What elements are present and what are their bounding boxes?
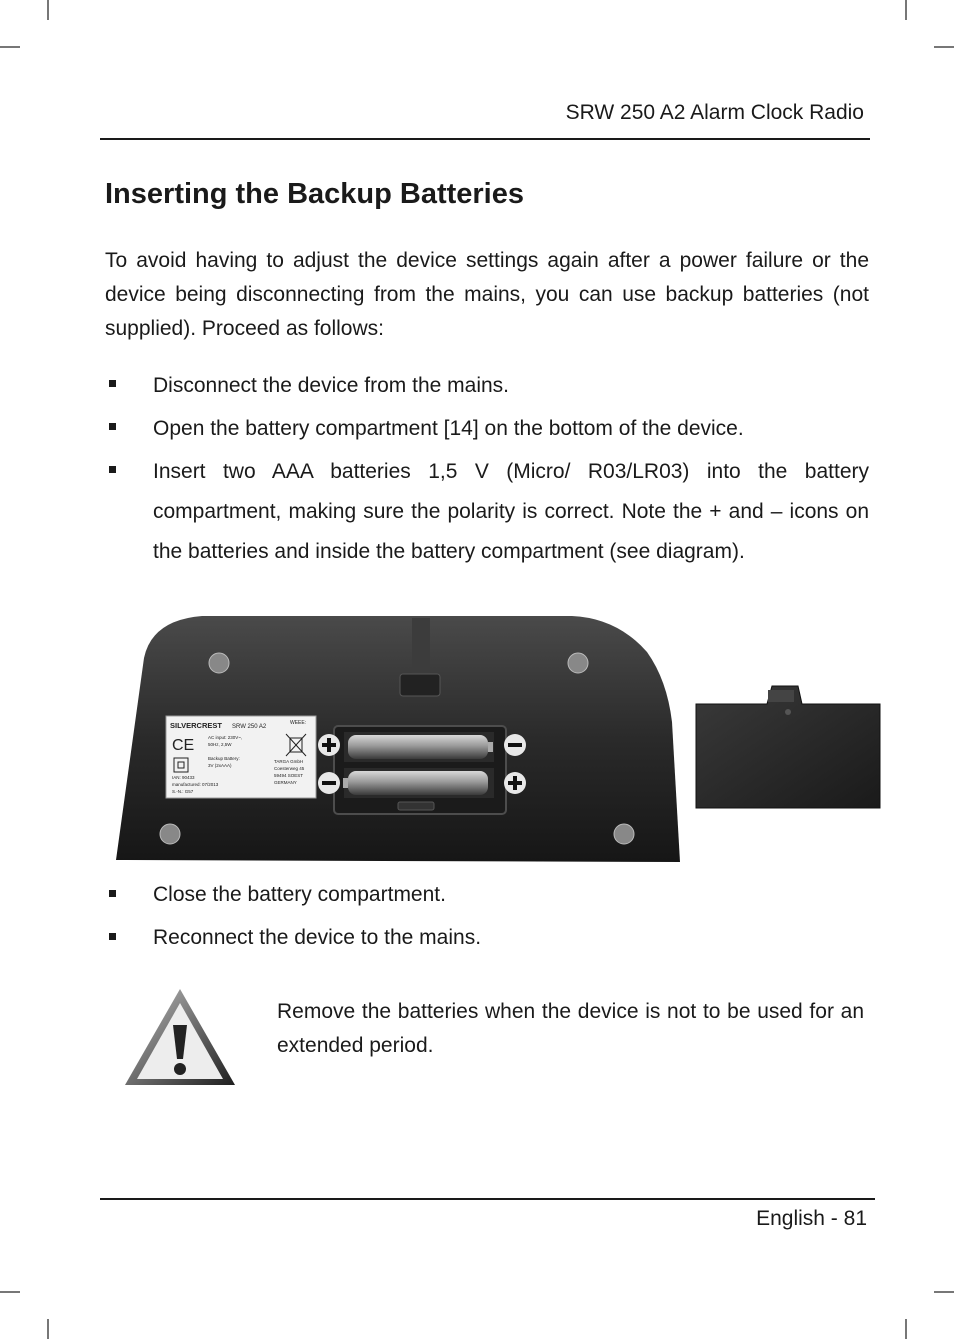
label-model: SRW 250 A2	[232, 724, 267, 730]
plus-icon	[504, 772, 526, 794]
label-weee: WEEE:	[290, 720, 307, 726]
crop-mark	[934, 1291, 954, 1293]
plus-icon	[318, 734, 340, 756]
label-sn: S.-N.: G57	[172, 789, 194, 794]
battery-compartment-diagram	[112, 612, 884, 868]
label-company-2: Coesterweg 45	[274, 766, 305, 771]
bullet-icon	[109, 933, 116, 940]
list-item	[105, 877, 869, 913]
label-ac-input: AC input: 230V~,	[208, 735, 243, 740]
list-item	[105, 409, 869, 449]
footer-language: English	[756, 1207, 825, 1230]
crop-mark	[47, 1319, 49, 1339]
minus-icon	[504, 734, 526, 756]
list-item	[105, 366, 869, 406]
crop-mark	[934, 46, 954, 48]
list-item-text: Close the battery compartment.	[153, 883, 446, 906]
label-ac-freq: 50Hz, 2,5W	[208, 742, 232, 747]
list-item	[105, 452, 869, 572]
list-item	[105, 920, 869, 956]
label-ian: IAN: 90433	[172, 775, 195, 780]
crop-mark	[0, 46, 20, 48]
list-item-text: Open the battery compartment [14] on the bottom of the device.	[153, 417, 744, 440]
bullet-icon	[109, 466, 116, 473]
page-number: 81	[843, 1207, 867, 1230]
warning-triangle-icon	[123, 987, 237, 1087]
screw-icon	[209, 653, 229, 673]
label-brand: SILVERCREST	[170, 721, 222, 730]
bullet-icon	[109, 890, 116, 897]
steps-list-before	[105, 366, 869, 572]
crop-mark	[0, 1291, 20, 1293]
crop-mark	[905, 0, 907, 20]
bullet-icon	[109, 380, 116, 387]
list-item-text: Disconnect the device from the mains.	[153, 374, 509, 397]
label-company-1: TARGA GmbH	[274, 759, 304, 764]
screw-icon	[614, 824, 634, 844]
running-header: SRW 250 A2 Alarm Clock Radio	[565, 101, 864, 124]
body-highlight	[412, 618, 430, 678]
section-title: Inserting the Backup Batteries	[105, 178, 524, 210]
aaa-battery	[348, 771, 488, 795]
label-backup-2: 3V (2xAAA)	[208, 763, 232, 768]
clip-slot	[400, 674, 440, 696]
list-item-text: Reconnect the device to the mains.	[153, 926, 482, 949]
battery-lid	[696, 686, 880, 808]
ce-mark: CE	[172, 737, 195, 754]
page-footer	[756, 1207, 867, 1231]
label-company-3: 59494 SOEST	[274, 773, 304, 778]
screw-icon	[568, 653, 588, 673]
intro-paragraph: To avoid having to adjust the device settings again after a power failure or the device being disconnecting from the mains, you can use backup batteries (not supplied). Proceed as follows:	[105, 249, 869, 340]
compartment-latch	[398, 802, 434, 810]
aaa-battery	[348, 735, 488, 759]
minus-icon	[318, 772, 340, 794]
bullet-icon	[109, 423, 116, 430]
footer-rule	[100, 1198, 875, 1200]
crop-mark	[905, 1319, 907, 1339]
footer-separator: -	[824, 1207, 844, 1230]
label-company-4: GERMANY	[274, 780, 297, 785]
crop-mark	[47, 0, 49, 20]
screw-icon	[160, 824, 180, 844]
label-backup-1: Backup Battery:	[208, 756, 240, 761]
warning-text: Remove the batteries when the device is not to be used for an extended period.	[277, 1000, 864, 1057]
list-item-text: Insert two AAA batteries 1,5 V (Micro/ R03/LR03) into the battery compartment, making sure the polarity is correct. Note the + and – icons on the batteries and inside the battery compartment (see diagram).	[153, 460, 869, 563]
label-manufactured: manufactured: 07/2013	[172, 782, 219, 787]
header-rule	[100, 138, 870, 140]
steps-list-after	[105, 877, 869, 963]
